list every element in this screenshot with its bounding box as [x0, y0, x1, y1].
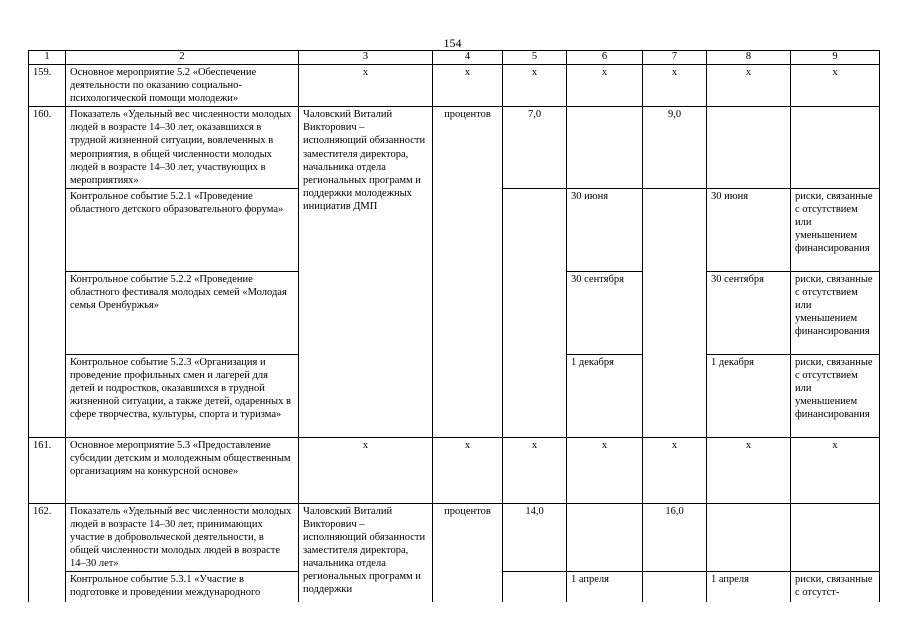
- row-title: Показатель «Удельный вес численности молодых людей в возрасте 14–30 лет, оказавшихся в трудной жизненной ситуации, вовлеченных в мероприятия, в общей численности молодых людей в возрасте 14–30 лет, участвующих в мероприятиях»: [66, 107, 299, 189]
- event-date: 30 сентября: [567, 271, 643, 354]
- header-cell: 5: [503, 51, 567, 65]
- cell-value: 7,0: [503, 107, 567, 189]
- cell-value: х: [791, 437, 880, 503]
- event-title: Контрольное событие 5.2.3 «Организация и проведение профильных смен и лагерей для детей и подростков, оказавшихся в трудной жизненной ситуации, а также детей, одаренных в сфере творчества, культуры, спорта и туризма»: [66, 354, 299, 437]
- row-title: Основное мероприятие 5.2 «Обеспечение деятельности по оказанию социально-психологической помощи молодежи»: [66, 65, 299, 107]
- table-row: [29, 437, 880, 503]
- cell-value: х: [503, 65, 567, 107]
- header-cell: 6: [567, 51, 643, 65]
- header-cell: 1: [29, 51, 66, 65]
- event-date: 30 июня: [567, 188, 643, 271]
- header-cell: 7: [643, 51, 707, 65]
- cell-value: 16,0: [643, 503, 707, 571]
- cell-value: х: [791, 65, 880, 107]
- row-number: 159.: [29, 65, 66, 107]
- header-cell: 3: [299, 51, 433, 65]
- risk-note: риски, связанные с отсутствием или уменьшением финансирования: [791, 354, 880, 437]
- page-number: 154: [443, 36, 462, 50]
- cell-value: х: [643, 437, 707, 503]
- cell-value: [707, 107, 791, 189]
- cell-value: х: [299, 65, 433, 107]
- unit: процентов: [433, 503, 503, 601]
- cell-value: [643, 572, 707, 602]
- events-table: [28, 50, 880, 602]
- row-title: Основное мероприятие 5.3 «Предоставление субсидии детским и молодежным общественным организациям на конкурсной основе»: [66, 437, 299, 503]
- header-cell: 2: [66, 51, 299, 65]
- responsible-person: Чаловский Виталий Викторович – исполняющий обязанности заместителя директора, начальника отдела региональных программ и поддержки: [299, 503, 433, 601]
- risk-note: риски, связанные с отсутствием или уменьшением финансирования: [791, 271, 880, 354]
- cell-value: х: [707, 437, 791, 503]
- cell-value: х: [707, 65, 791, 107]
- cell-value: [643, 188, 707, 437]
- row-number: 162.: [29, 503, 66, 601]
- event-date: 1 апреля: [707, 572, 791, 602]
- cell-value: 9,0: [643, 107, 707, 189]
- cell-value: х: [643, 65, 707, 107]
- cell-value: х: [567, 437, 643, 503]
- risk-note: риски, связанные с отсутствием или уменьшением финансирования: [791, 188, 880, 271]
- event-date: 1 апреля: [567, 572, 643, 602]
- row-title: Показатель «Удельный вес численности молодых людей в возрасте 14–30 лет, принимающих участие в добровольческой деятельности, в общей численности молодых людей в возрасте 14–30 лет»: [66, 503, 299, 571]
- responsible-person: Чаловский Виталий Викторович – исполняющий обязанности заместителя директора, начальника отдела региональных программ и поддержки молодежных инициатив ДМП: [299, 107, 433, 438]
- cell-value: [791, 503, 880, 571]
- table-row: [29, 65, 880, 107]
- cell-value: [503, 572, 567, 602]
- cell-value: [567, 503, 643, 571]
- cell-value: [707, 503, 791, 571]
- header-cell: 4: [433, 51, 503, 65]
- table-row: [29, 503, 880, 571]
- event-date: 30 сентября: [707, 271, 791, 354]
- event-title: Контрольное событие 5.2.1 «Проведение областного детского образовательного форума»: [66, 188, 299, 271]
- event-title: Контрольное событие 5.3.1 «Участие в подготовке и проведении международного: [66, 572, 299, 602]
- header-row: [29, 51, 880, 65]
- cell-value: [567, 107, 643, 189]
- header-cell: 8: [707, 51, 791, 65]
- cell-value: х: [299, 437, 433, 503]
- risk-note: риски, связанные с отсутст-: [791, 572, 880, 602]
- cell-value: [503, 188, 567, 437]
- cell-value: х: [567, 65, 643, 107]
- event-date: 1 декабря: [707, 354, 791, 437]
- cell-value: [791, 107, 880, 189]
- cell-value: х: [433, 437, 503, 503]
- table-row: [29, 107, 880, 189]
- header-cell: 9: [791, 51, 880, 65]
- event-date: 1 декабря: [567, 354, 643, 437]
- row-number: 161.: [29, 437, 66, 503]
- cell-value: 14,0: [503, 503, 567, 571]
- cell-value: х: [433, 65, 503, 107]
- row-number: 160.: [29, 107, 66, 438]
- event-date: 30 июня: [707, 188, 791, 271]
- cell-value: х: [503, 437, 567, 503]
- event-title: Контрольное событие 5.2.2 «Проведение областного фестиваля молодых семей «Молодая семья Оренбуржья»: [66, 271, 299, 354]
- unit: процентов: [433, 107, 503, 438]
